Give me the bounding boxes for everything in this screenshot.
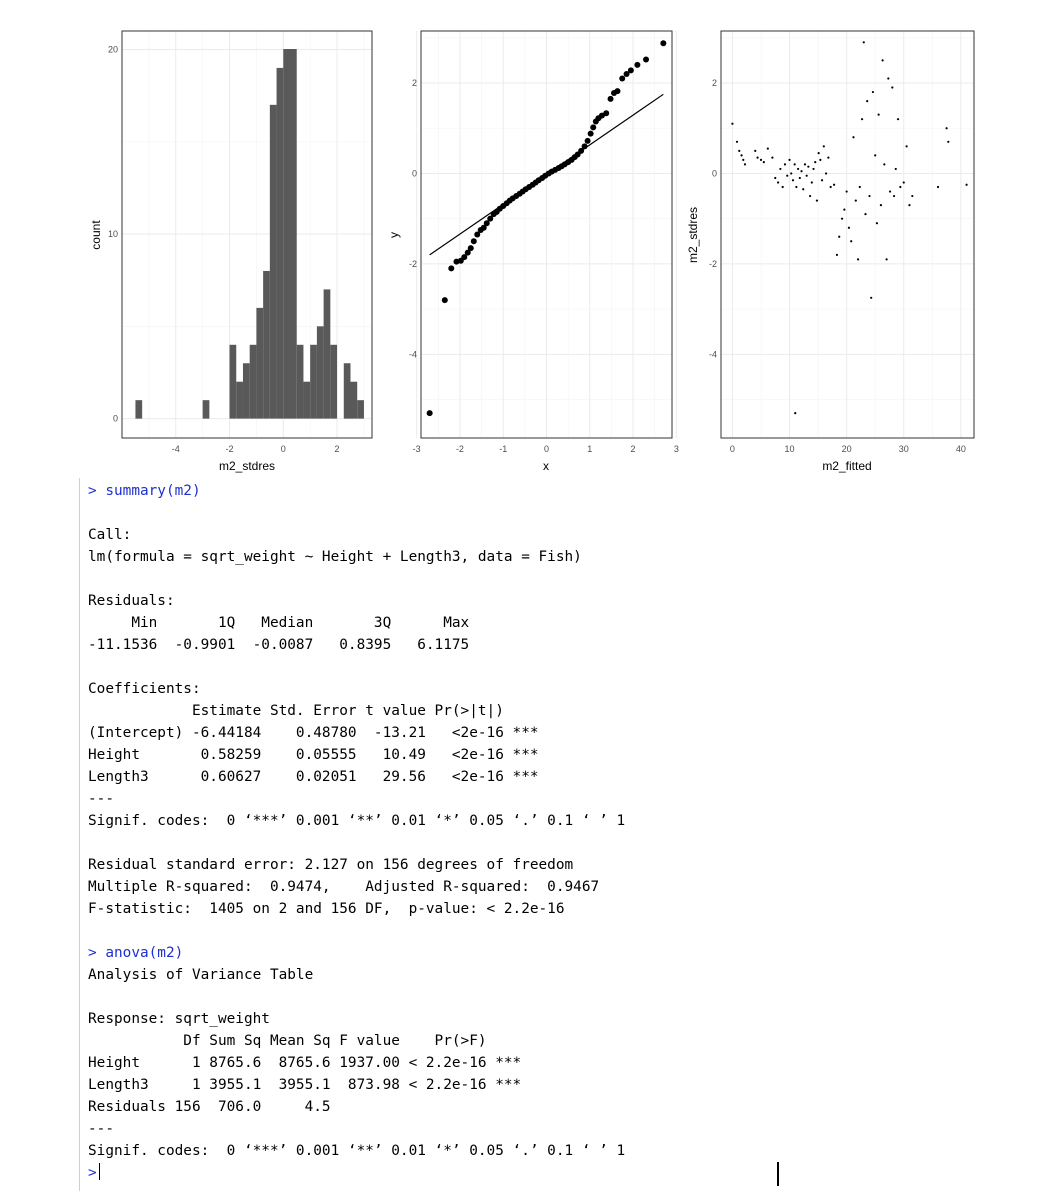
residual-point	[876, 222, 878, 224]
residual-point	[760, 159, 762, 161]
qq-point	[588, 131, 594, 137]
residual-point	[738, 150, 740, 152]
console-output-line: Call:	[88, 527, 132, 543]
residual-point	[830, 186, 832, 188]
x-axis-title: x	[543, 459, 549, 473]
histogram-bar	[256, 308, 263, 419]
console-output-line: Signif. codes: 0 ‘***’ 0.001 ‘**’ 0.01 ‘*’ 0.05 ‘.’ 0.1 ‘ ’ 1	[88, 813, 626, 829]
console-output-line: ---	[88, 1121, 114, 1137]
x-tick-label: 2	[334, 444, 340, 454]
histogram-bar	[357, 400, 364, 418]
x-tick-label: 0	[729, 444, 735, 454]
residual-point	[821, 179, 823, 181]
residual-point	[937, 186, 939, 188]
residual-point	[744, 163, 746, 165]
residual-point	[774, 177, 776, 179]
residual-point	[903, 181, 905, 183]
residual-point	[767, 147, 769, 149]
residual-point	[779, 168, 781, 170]
residual-point	[799, 177, 801, 179]
console-output	[88, 480, 625, 1184]
residual-point	[945, 127, 947, 129]
residual-point	[857, 258, 859, 260]
residual-point	[794, 412, 796, 414]
residual-point	[908, 204, 910, 206]
residual-point	[827, 157, 829, 159]
residual-point	[736, 141, 738, 143]
residual-point	[784, 163, 786, 165]
residual-point	[863, 41, 865, 43]
histogram-bar	[277, 68, 284, 419]
qq-point	[582, 143, 588, 149]
console-output-line: lm(formula = sqrt_weight ~ Height + Length3, data = Fish)	[88, 549, 582, 565]
y-tick-label: 2	[711, 78, 717, 89]
residual-point	[868, 195, 870, 197]
residual-point	[891, 86, 893, 88]
r-console[interactable]	[79, 478, 1053, 1191]
residual-point	[886, 258, 888, 260]
residual-point	[806, 175, 808, 177]
histogram-bar	[324, 289, 331, 418]
console-output-line: -11.1536 -0.9901 -0.0087 0.8395 6.1175	[88, 637, 478, 653]
console-prompt-line[interactable]	[88, 1162, 625, 1184]
x-tick-label: -3	[412, 444, 421, 454]
x-axis-title: m2_fitted	[822, 459, 872, 473]
x-tick-label: -2	[455, 444, 464, 454]
y-tick-label: -2	[708, 258, 717, 269]
histogram-bar	[303, 382, 310, 419]
x-tick-label: 30	[898, 444, 909, 454]
x-tick-label: -4	[171, 444, 180, 454]
console-output-line: Signif. codes: 0 ‘***’ 0.001 ‘**’ 0.01 ‘*’ 0.05 ‘.’ 0.1 ‘ ’ 1	[88, 1143, 626, 1159]
residual-point	[846, 190, 848, 192]
qq-point	[442, 297, 448, 303]
residual-point	[763, 161, 765, 163]
residual-point	[790, 172, 792, 174]
residual-point	[870, 297, 872, 299]
residual-point	[848, 227, 850, 229]
qq-point	[634, 62, 640, 68]
histogram-bar	[310, 345, 317, 419]
console-output-line: ---	[88, 791, 114, 807]
residual-point	[800, 170, 802, 172]
residual-point	[825, 172, 827, 174]
console-output-line: Response: sqrt_weight	[88, 1011, 270, 1027]
console-command: > anova(m2)	[88, 945, 184, 961]
plot-canvas	[0, 0, 1053, 478]
residual-point	[874, 154, 876, 156]
console-output-line	[88, 920, 625, 942]
x-tick-label: 1	[587, 444, 593, 454]
console-output-line: Min 1Q Median 3Q Max	[88, 615, 478, 631]
text-cursor	[777, 1162, 779, 1186]
console-output-line	[88, 502, 625, 524]
qq-point	[427, 410, 433, 416]
console-output-line: Residuals:	[88, 593, 175, 609]
y-tick-label: 2	[411, 78, 417, 89]
residual-point	[866, 100, 868, 102]
y-axis-title: count	[89, 220, 103, 250]
console-output-line	[88, 986, 625, 1008]
console-output-line: (Intercept) -6.44184 0.48780 -13.21 <2e-16 ***	[88, 725, 539, 741]
residual-point	[809, 195, 811, 197]
residual-point	[878, 114, 880, 116]
residual-point	[882, 59, 884, 61]
residual-point	[771, 157, 773, 159]
histogram-bar	[263, 271, 270, 419]
y-tick-label: 0	[411, 168, 417, 179]
x-tick-label: 0	[280, 444, 286, 454]
qq-point	[660, 40, 666, 46]
residual-point	[794, 163, 796, 165]
console-output-line: Residuals 156 706.0 4.5	[88, 1099, 522, 1115]
y-axis-title: y	[387, 232, 401, 238]
y-tick-label: -4	[708, 349, 717, 360]
residual-point	[816, 199, 818, 201]
qq-point	[608, 96, 614, 102]
qq-point	[585, 138, 591, 144]
residual-point	[850, 240, 852, 242]
residual-point	[965, 184, 967, 186]
histogram-bar	[317, 326, 324, 418]
histogram-bar	[270, 105, 277, 419]
residual-point	[797, 168, 799, 170]
histogram-bar	[135, 400, 142, 418]
residual-point	[883, 163, 885, 165]
panel-3-background	[721, 31, 974, 438]
residual-point	[742, 159, 744, 161]
histogram-bar	[290, 49, 297, 419]
histogram-bar	[330, 345, 337, 419]
console-output-line	[88, 568, 625, 590]
residual-point	[911, 195, 913, 197]
residual-point	[838, 236, 840, 238]
console-output-line: F-statistic: 1405 on 2 and 156 DF, p-value: < 2.2e-16	[88, 901, 565, 917]
histogram-bar	[297, 345, 304, 419]
y-tick-label: 0	[711, 168, 717, 179]
residual-point	[833, 184, 835, 186]
console-command: > summary(m2)	[88, 483, 201, 499]
qq-point	[614, 88, 620, 94]
y-tick-label: -2	[408, 258, 417, 269]
residual-point	[740, 154, 742, 156]
y-axis-title: m2_stdres	[686, 206, 700, 264]
x-tick-label: -2	[225, 444, 234, 454]
residual-point	[807, 166, 809, 168]
console-output-line: Estimate Std. Error t value Pr(>|t|)	[88, 703, 539, 719]
residual-point	[786, 175, 788, 177]
console-output-line: Coefficients:	[88, 681, 201, 697]
console-output-line: Analysis of Variance Table	[88, 967, 314, 983]
console-output-line	[88, 656, 625, 678]
qq-point	[603, 110, 609, 116]
residual-point	[947, 141, 949, 143]
residual-point	[792, 179, 794, 181]
qq-point	[643, 56, 649, 62]
residual-point	[814, 161, 816, 163]
y-tick-label: 10	[107, 229, 118, 240]
residual-point	[782, 186, 784, 188]
histogram-bar	[243, 363, 250, 418]
x-tick-label: 3	[673, 444, 679, 454]
residual-point	[754, 150, 756, 152]
residual-point	[788, 159, 790, 161]
residual-point	[836, 254, 838, 256]
residual-point	[889, 190, 891, 192]
residual-point	[804, 163, 806, 165]
residual-point	[880, 204, 882, 206]
residual-point	[906, 145, 908, 147]
y-tick-label: 20	[107, 44, 118, 55]
prompt-caret	[99, 1163, 100, 1180]
histogram-bar	[344, 363, 351, 418]
console-prompt: >	[88, 1165, 97, 1181]
residual-point	[843, 209, 845, 211]
residual-point	[861, 118, 863, 120]
x-tick-label: -1	[499, 444, 508, 454]
x-axis-title: m2_stdres	[218, 459, 276, 473]
console-output-line: Multiple R-squared: 0.9474, Adjusted R-squared: 0.9467	[88, 879, 608, 895]
residual-point	[855, 199, 857, 201]
histogram-bar	[250, 345, 257, 419]
residual-point	[859, 186, 861, 188]
y-tick-label: 0	[112, 413, 118, 424]
residual-point	[756, 157, 758, 159]
console-output-line	[88, 832, 625, 854]
residual-point	[823, 145, 825, 147]
console-output-line: Length3 0.60627 0.02051 29.56 <2e-16 ***	[88, 769, 539, 785]
plot-area	[0, 0, 1053, 478]
residual-point	[841, 218, 843, 220]
console-output-line: Height 0.58259 0.05555 10.49 <2e-16 ***	[88, 747, 539, 763]
x-tick-label: 10	[784, 444, 795, 454]
qq-point	[590, 124, 596, 130]
residual-point	[872, 91, 874, 93]
residual-point	[811, 181, 813, 183]
x-tick-label: 0	[543, 444, 550, 454]
qq-point	[468, 245, 474, 251]
residual-point	[887, 77, 889, 79]
histogram-bar	[350, 382, 357, 419]
residual-point	[893, 195, 895, 197]
x-tick-label: 20	[841, 444, 852, 454]
residual-point	[819, 159, 821, 161]
console-output-line: Residual standard error: 2.127 on 156 degrees of freedom	[88, 857, 574, 873]
residual-point	[852, 136, 854, 138]
qq-point	[448, 265, 454, 271]
residual-point	[895, 168, 897, 170]
histogram-bar	[283, 49, 290, 419]
histogram-bar	[230, 345, 237, 419]
qq-point	[471, 238, 477, 244]
qq-point	[619, 75, 625, 81]
x-tick-label: 2	[630, 444, 636, 454]
residual-point	[731, 123, 733, 125]
residual-point	[818, 152, 820, 154]
console-output-line: Df Sum Sq Mean Sq F value Pr(>F)	[88, 1033, 522, 1049]
residual-point	[795, 186, 797, 188]
x-tick-label: 40	[955, 444, 966, 454]
console-output-line: Length3 1 3955.1 3955.1 873.98 < 2.2e-16 ***	[88, 1077, 522, 1093]
residual-point	[864, 213, 866, 215]
residual-point	[897, 118, 899, 120]
residual-point	[777, 181, 779, 183]
residual-point	[899, 186, 901, 188]
y-tick-label: -4	[408, 349, 417, 360]
console-output-line: Height 1 8765.6 8765.6 1937.00 < 2.2e-16 ***	[88, 1055, 522, 1071]
residual-point	[812, 168, 814, 170]
histogram-bar	[236, 382, 243, 419]
histogram-bar	[203, 400, 210, 418]
qq-point	[628, 67, 634, 73]
residual-point	[802, 188, 804, 190]
